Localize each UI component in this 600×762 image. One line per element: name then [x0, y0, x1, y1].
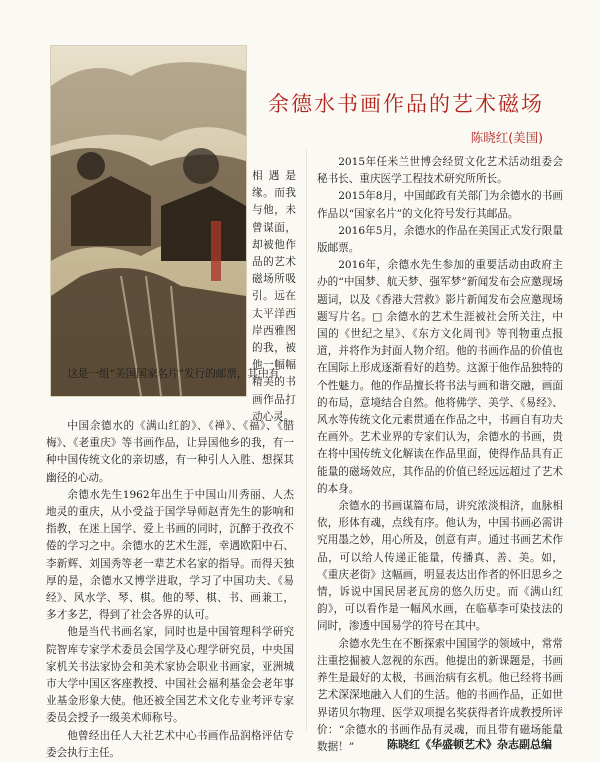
left-paragraph: 中国余德水的《满山红韵》、《禅》、《福》、《腊梅》、《老重庆》等书画作品，让异国他乡的我，有一种中国传统文化的亲切感，有一种引人入胜、想探其幽径的心动。: [46, 420, 294, 484]
intro-paragraph: 相遇是缘。而我与他，未曾谋面，却被他作品的艺术磁场所吸引。远在太平洋西岸西雅图的我，被他一幅幅精美的书画作品打动心灵。: [252, 170, 296, 423]
painting-image: [50, 45, 247, 397]
author-byline: 陈晓红(美国): [470, 130, 543, 145]
article-title: 余德水书画作品的艺术磁场: [268, 92, 544, 116]
column-divider: [306, 150, 307, 730]
left-paragraph: 他曾经出任人大社艺术中心书画作品润格评估专委会执行主任。: [46, 729, 294, 759]
ink-landscape: [51, 46, 246, 396]
right-column: [317, 154, 563, 756]
left-column: [46, 418, 294, 762]
right-paragraph: 余德水先生在不断探索中国国学的领域中，常常注重挖掘被人忽视的东西。他提出的新课题是，书画养生是最好的太极，书画治病有玄机。他已经将书画艺术深深地融入人们的生活。他的书画作品，正如世界诺贝尔物理、医学双项提名奖获得者许成教授所评价：“余德水的书画作品有灵魂，而且带有磁场能量数据！”: [317, 637, 563, 753]
right-paragraph: 2015年任米兰世博会经贸文化艺术活动组委会秘书长、重庆医学工程技术研究所所长。: [317, 156, 563, 186]
author-credit: 陈晓红《华盛顿艺术》杂志副总编: [387, 738, 552, 751]
right-paragraph: 余德水的书画谋篇布局，讲究浓淡相济，血脉相依，形体有魂，点线有序。他认为，中国书画必需讲究用墨之妙，用心所及，创意有声。通过书画艺术作品，可以给人传递正能量，传播真、善、美。如，《重庆老街》这幅画，明显表达出作者的怀旧思乡之情，诉说中国民居老瓦房的悠久历史。而《满山红韵》，可以看作是一幅风水画，在临摹李可染技法的同时，渗透中国易学的符号在其中。: [317, 500, 563, 633]
intro-column: [252, 168, 296, 426]
left-paragraph: 余德水先生1962年出生于中国山川秀丽、人杰地灵的重庆，从小受益于国学导师赵青先生的影响和指教，在迷上国学、爱上书画的同时，沉醉于孜孜不倦的学习之中。余德水的艺术生涯，幸遇欧阳中石、李新辉、刘国秀等老一辈艺术名家的指导。而得天独厚的是，余德水又博学进取，学习了中国功夫、《易经》、风水学、琴、棋。他的琴、棋、书、画兼工，多才多艺，得到了社会各界的认可。: [46, 488, 294, 622]
intro-continued: [46, 366, 294, 383]
intro-paragraph-2: 这是一组“美国国家名片”发行的邮票，其中有: [67, 368, 280, 380]
right-paragraph: 2015年8月，中国邮政有关部门为余德水的书画作品以“国家名片”的文化符号发行其邮品。: [317, 190, 563, 220]
left-paragraph: 他是当代书画名家，同时也是中国管理科学研究院智库专家学术委员会国学及心理学研究员，中央国家机关书法家协会和美术家协会职业书画家，亚洲城市大学中国区客座教授、中国社会福利基金会老年事业基金形象大使。他还被全国艺术文化专业考评专家委员会授予一级美术师称号。: [46, 626, 294, 725]
right-paragraph: 2016年5月，余德水的作品在美国正式发行限量版邮票。: [317, 224, 563, 255]
right-paragraph: 2016年，余德水先生参加的重要活动由政府主办的“中国梦、航天梦、强军梦”新闻发布会应邀现场题词，以及《香港大营救》影片新闻发布会应邀现场题写片名。□ 余德水的艺术生涯被社会所关注，中国的《世纪之星》、《东方文化周刊》等刊物重点报道，并将作为封面人物介绍。他的书画作品的价值也在国际上形成逐渐看好的趋势。这源于他作品独特的个性魅力。他的作品擅长将书法与画和谐交融，画面的布局，意境结合自然。他将佛学、美学、《易经》、风水等传统文化元素贯通在作品之中，书画自有功夫在画外。艺术业界的专家们认为，余德水的书画，贵在将中国传统文化解读在作品里面，使得作品具有正能量的磁场效应，其作品的价值已经远远超过了艺术的本身。: [317, 259, 563, 495]
